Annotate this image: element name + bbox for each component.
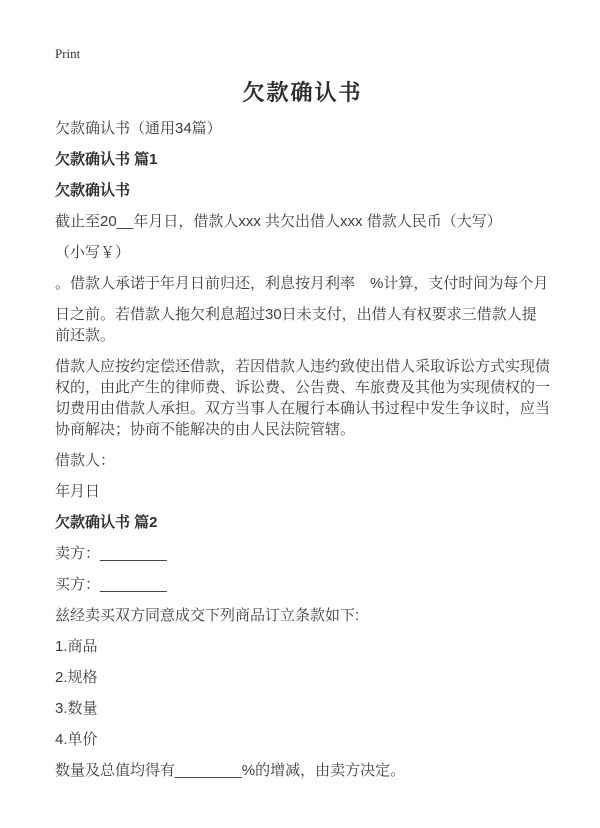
document-title: 欠款确认书: [242, 80, 363, 105]
document-subtitle: 欠款确认书（通用34篇）: [55, 120, 222, 137]
section1-subheading: 欠款确认书: [55, 182, 131, 199]
print-button[interactable]: Print: [55, 46, 81, 61]
section2-list-item-unit-price: 4.单价: [55, 731, 98, 748]
section2-list-item-spec: 2.规格: [55, 669, 98, 686]
section1-paragraph-repayment-promise: 。借款人承诺于年月日前归还，利息按月利率 %计算，支付时间为每个月: [55, 275, 549, 292]
section2-list-item-quantity: 3.数量: [55, 700, 98, 717]
section2-seller-blank-line: 卖方：________: [55, 545, 167, 562]
section1-paragraph-overdue-clause: 日之前。若借款人拖欠利息超过30日未支付，出借人有权要求三借款人提前还款。: [55, 306, 537, 344]
section2-heading: 欠款确认书 篇2: [55, 514, 158, 531]
section1-paragraph-amount: 截止至20__年月日，借款人xxx 共欠出借人xxx 借款人民币（大写）: [55, 213, 502, 230]
section2-list-item-goods: 1.商品: [55, 638, 98, 655]
section1-heading: 欠款确认书 篇1: [55, 151, 158, 168]
section2-buyer-blank-line: 买方：________: [55, 576, 167, 593]
section1-borrower-signature-label: 借款人：: [55, 452, 116, 469]
section1-date-line: 年月日: [55, 483, 101, 500]
section1-paragraph-lowercase-amount: （小写￥）: [55, 244, 131, 261]
section2-paragraph-intro: 兹经卖买双方同意成交下列商品订立条款如下:: [55, 607, 360, 624]
section1-paragraph-dispute-clause: 借款人应按约定偿还借款，若因借款人违约致使出借人采取诉讼方式实现债权的，由此产生的律师费、诉讼费、公告费、车旅费及其他为实现债权的一切费用由借款人承担。双方当事人在履行本确认书过程中发生争议时，应当协商解决；协商不能解决的由人民法院管辖。: [55, 358, 551, 438]
section2-paragraph-adjustment-clause: 数量及总值均得有________%的增减，由卖方决定。: [55, 762, 406, 779]
